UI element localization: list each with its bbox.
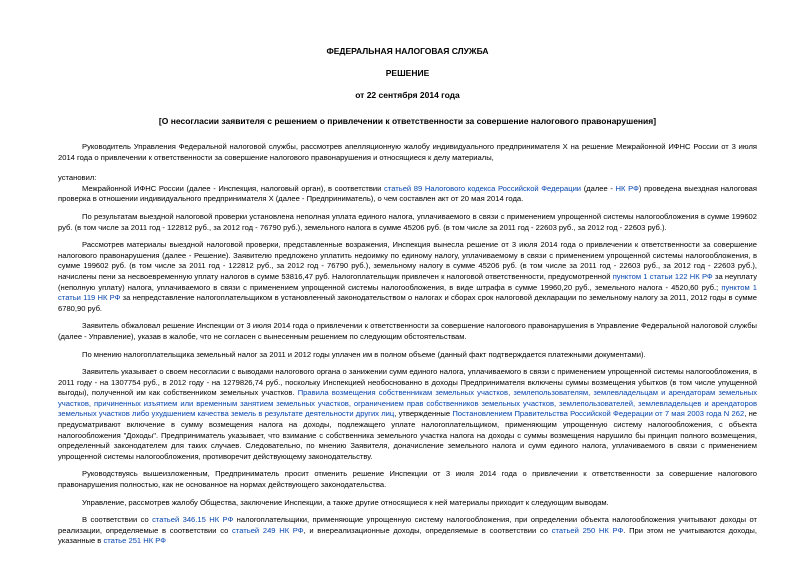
link-government-resolution[interactable]: Постановлением Правительства Российской Федерации от 7 мая 2003 года N 262 — [452, 409, 745, 419]
link-article-251[interactable]: статье 251 НК РФ — [103, 536, 167, 546]
text-segment: налогоплательщики, применяющие упрощенную систему налогообложения, при определении объекта налогообложения учитывают доходы от реализации, определяемые в соответствии со — [58, 515, 757, 535]
text-segment: , не предусматривают включение в сумму возмещения налога на доходы, подлежащего уплате налогоплательщиком, применяющим упрощенную систему налогообложения, с объекта налогообложения "Доходы". Предприниматель указывает, что взимание с собственника земельного участка налога на доходы с суммы возмещения нарушило бы принцип полного возмещения, определенный законодателем для таких случаев. Следовательно, по мнению Заявителя, доначисление земельного налога и сумм единого налога, уплачиваемого в связи с применением упрощенной системы налогообложения, противоречит действующему законодательству. — [58, 409, 757, 461]
link-article-119[interactable]: пунктом 1 статьи 119 НК РФ — [58, 282, 757, 303]
text-segment: . При этом не учитываются доходы, указанные в — [58, 525, 757, 546]
paragraph-land-tax: По мнению налогоплательщика земельный налог за 2011 и 2012 годы уплачен им в полном объеме (данный факт подтверждается платежными документами). — [82, 349, 646, 359]
link-article-122[interactable]: пунктом 1 статьи 122 НК РФ — [612, 271, 713, 281]
paragraph-preamble: Руководитель Управления Федеральной налоговой службы, рассмотрев апелляционную жалобу индивидуального предпринимателя Х на решение Межрайонной ИФНС России от 3 июля 2014 года о привлечении к ответственности за совершение налогового правонарушения и относящиеся к делу материалы, — [58, 142, 757, 162]
text-segment: В соответствии со — [82, 515, 153, 525]
link-article-249[interactable]: статьей 249 НК РФ — [232, 525, 304, 535]
paragraph-audit — [58, 184, 757, 205]
link-article-89[interactable]: статьей 89 Налогового кодекса Российской Федерации — [384, 183, 582, 193]
text-segment: за непредставление налогоплательщиком в установленный законодательством о налогах и сборах срок налоговой декларации по земельному налогу за 2011, 2012 годы в сумме 6780,90 руб. — [58, 293, 757, 313]
paragraph-decision — [58, 240, 757, 314]
text-segment: ) проведена выездная налоговая проверка в отношении индивидуального предпринимателя Х (далее - Предприниматель), о чем составлен акт от 20 мая 2014 года. — [58, 183, 757, 204]
paragraph-appeal: Заявитель обжаловал решение Инспекции от 3 июля 2014 года о привлечении к ответственности за совершение налогового правонарушения в Управление Федеральной налоговой службы (далее - Управление), указав в жалобе, что не согласен с вынесенным решением по следующим обстоятельствам. — [58, 321, 757, 341]
paragraph-results: По результатам выездной налоговой проверки установлена неполная уплата единого налога, уплачиваемого в связи с применением упрощенной системы налогообложения в сумме 199602 руб. (в том числе за 2011 год - 122812 руб., за 2012 год - 76790 руб.), земельного налога в сумме 45206 руб. (в том числе за 2011 год - 22603 руб., за 2012 год - 22603 руб.). — [58, 211, 757, 232]
link-article-250[interactable]: статьей 250 НК РФ — [551, 525, 624, 535]
link-compensation-rules[interactable]: Правила возмещения собственникам земельных участков, землепользователям, землевладельцам и арендаторам земельных участков, причиненных изъятием или временным занятием земельных участков, ограничением прав собственников земельных участков, землепользователей, землевладельцев и арендаторов земельных участков либо ухудшением качества земель в результате деятельности других лиц — [58, 388, 757, 419]
paragraph-disagreement — [58, 367, 757, 462]
paragraph-review: Управление, рассмотрев жалобу Общества, заключение Инспекции, а также другие относящиеся к ней материалы приходит к следующим выводам. — [82, 497, 609, 507]
text-segment: , утвержденные — [394, 409, 453, 419]
text-segment: Межрайонной ИФНС России (далее - Инспекция, налоговый орган), в соответствии — [82, 183, 385, 193]
paragraph-law — [58, 515, 757, 547]
document-type: РЕШЕНИЕ — [385, 68, 430, 78]
text-segment: Рассмотрев материалы выездной налоговой проверки, представленные возражения, Инспекция вынесла решение от 3 июля 2014 года о привлечении к ответственности за совершение налогового правонарушения (далее - Решение). Заявителю предложено уплатить недоимку по единому налогу, уплачиваемому в связи с применением упрощенной системы налогообложения, в сумме 199602 руб. (в том числе за 2011 год - 122812 руб., за 2012 год - 76790 руб.), земельному налогу в сумме 45206 руб. (в том числе за 2011 год - 22603 руб., за 2012 год - 22603 руб.), начислены пени за несвоевременную уплату налогов в сумме 53816,47 руб. Налогоплательщик привлечен к налоговой ответственности, предусмотренной — [58, 240, 757, 281]
agency-title: ФЕДЕРАЛЬНАЯ НАЛОГОВАЯ СЛУЖБА — [326, 46, 489, 56]
paragraph-request: Руководствуясь вышеизложенным, Предприниматель просит отменить решение Инспекции от 3 июля 2014 года о привлечении к ответственности за совершение налогового правонарушения полностью, как не основанное на нормах действующего законодательства. — [58, 469, 757, 490]
text-segment: (далее - — [581, 183, 616, 193]
text-segment: за неуплату (неполную уплату) налога, уплачиваемого в связи с применением упрощенной системы налогообложения, в виде штрафа в сумме 19960,20 руб., земельного налога - 4520,60 руб.; — [58, 271, 757, 292]
document-date: от 22 сентября 2014 года — [355, 90, 460, 100]
text-segment: , и внереализационные доходы, определяемые в соответствии со — [303, 525, 552, 535]
link-article-346-15[interactable]: статьей 346.15 НК РФ — [152, 515, 234, 525]
link-nk-rf[interactable]: НК РФ — [615, 183, 639, 193]
established-label: установил: — [58, 173, 97, 183]
text-segment: Заявитель указывает о своем несогласии с выводами налогового органа о занижении сумм единого налога, уплачиваемого в связи с применением упрощенной системы налогообложения, в 2011 году - на 1307754 руб., в 2012 году - на 1279826,74 руб., поскольку Инспекцией необоснованно в доходы Предпринимателя включены суммы возмещения убытков (в том числе упущенной выгоды), полученной им как собственником земельных участков. — [58, 367, 757, 398]
document-subject: [О несогласии заявителя с решением о привлечении к ответственности за совершение налогового правонарушения] — [158, 116, 657, 126]
